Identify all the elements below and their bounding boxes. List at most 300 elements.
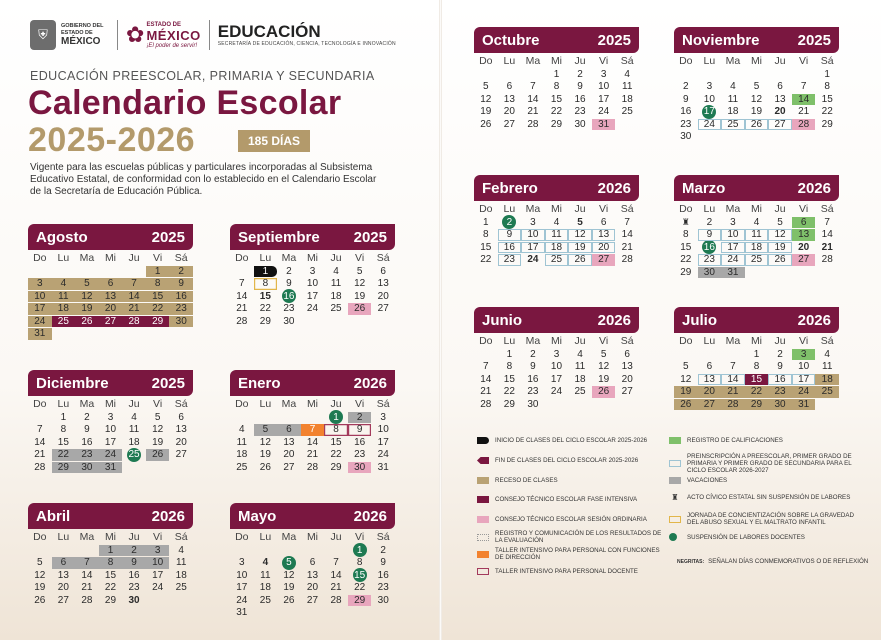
weekday-label: Do xyxy=(479,55,493,67)
day-cell: 7 xyxy=(824,216,830,228)
empty-cell xyxy=(75,545,99,557)
day-cell: 26 xyxy=(259,461,271,473)
day-cell: 23 xyxy=(680,118,692,130)
day-cell: 2 xyxy=(683,81,689,92)
school-year: 2025-2026 xyxy=(28,121,196,159)
day-cell: 24 xyxy=(698,119,722,131)
month-mayo xyxy=(230,503,395,619)
day-cell: 5 xyxy=(154,411,161,423)
empty-cell xyxy=(698,349,722,361)
legend-fin: FIN DE CLASES DEL CICLO ESCOLAR 2025-2026 xyxy=(477,457,667,464)
day-cell: 27 xyxy=(306,594,319,606)
day-cell: 22 xyxy=(354,582,366,593)
month-julio xyxy=(674,307,839,410)
day-cell: 11 xyxy=(176,557,187,568)
weekday-label: Ju xyxy=(774,335,786,347)
day-grid xyxy=(674,349,839,411)
legend-negritas: NEGRITAS: SEÑALAN DÍAS CONMEMORATIVOS O DE REFLEXIÓN xyxy=(677,558,869,565)
empty-cell xyxy=(277,412,301,424)
day-cell: 26 xyxy=(146,449,170,461)
day-cell: 30 xyxy=(377,594,389,606)
empty-cell xyxy=(474,69,498,81)
day-cell: 12 xyxy=(259,436,271,448)
day-cell: 26 xyxy=(348,303,372,315)
day-cell: 14 xyxy=(792,94,816,106)
day-cell: 5 xyxy=(753,81,760,92)
day-grid xyxy=(474,217,639,266)
month-header xyxy=(474,175,639,201)
day-cell: 20 xyxy=(377,290,389,302)
day-cell: 29 xyxy=(821,118,833,130)
day-grid xyxy=(474,69,639,131)
day-cell: 22 xyxy=(52,449,76,461)
day-cell: 7 xyxy=(301,424,325,436)
day-cell: 11 xyxy=(622,81,633,92)
day-cell: 4 xyxy=(178,544,184,556)
weekday-label: Do xyxy=(235,252,249,264)
weekday-label: Sá xyxy=(620,55,634,67)
day-cell: 15 xyxy=(57,436,69,448)
day-cell: 17 xyxy=(306,290,319,302)
weekday-label: Vi xyxy=(599,55,609,67)
weekday-label: Mi xyxy=(550,55,563,67)
days-badge: 185 DÍAS xyxy=(238,130,310,152)
day-cell: 28 xyxy=(81,594,93,606)
day-cell: 4 xyxy=(333,265,339,277)
day-cell: 7 xyxy=(239,278,245,289)
month-header xyxy=(474,27,639,53)
weekday-label: Ma xyxy=(79,398,95,410)
day-cell: 21 xyxy=(81,582,93,593)
day-cell: 8 xyxy=(356,557,363,568)
day-cell: 6 xyxy=(277,424,301,436)
day-cell: 3 xyxy=(28,278,52,290)
day-cell: 25 xyxy=(621,106,633,117)
day-grid xyxy=(674,217,839,279)
day-cell: 25 xyxy=(330,303,342,314)
day-cell: 1 xyxy=(553,68,560,80)
empty-cell xyxy=(301,545,325,557)
day-cell: 18 xyxy=(745,242,769,254)
month-name: Febrero xyxy=(482,179,538,197)
description: Vigente para las escuelas públicas y particulares incorporadas al Subsistema Educativo Estatal, de conformidad con lo establecido en el Calendario Escolar de la Secretaría de Educación Pública. xyxy=(30,162,377,197)
day-cell: 10 xyxy=(28,291,52,303)
day-cell: 3 xyxy=(730,216,736,228)
weekday-label: Lu xyxy=(503,335,516,347)
month-header xyxy=(28,503,193,529)
weekday-label: Sá xyxy=(376,398,390,410)
day-cell: 20 xyxy=(774,106,786,117)
weekday-label: Sá xyxy=(820,335,834,347)
day-cell: 6 xyxy=(380,265,386,277)
day-cell: 22 xyxy=(821,106,833,117)
weekday-label: Do xyxy=(235,531,249,543)
day-cell: 31 xyxy=(377,461,389,473)
day-cell: 26 xyxy=(674,399,698,411)
day-cell: 14 xyxy=(821,229,833,240)
day-cell: 11 xyxy=(574,361,586,372)
day-cell: 21 xyxy=(798,106,810,117)
month-name: Marzo xyxy=(682,179,726,197)
month-year: 2026 xyxy=(597,311,631,329)
empty-cell xyxy=(277,545,301,557)
day-cell: 7 xyxy=(624,216,630,228)
month-diciembre xyxy=(28,370,193,473)
weekday-header xyxy=(674,56,839,68)
day-cell: 27 xyxy=(57,594,69,606)
day-cell: 30 xyxy=(698,267,722,279)
day-cell: 27 xyxy=(792,254,816,266)
day-cell: 15 xyxy=(680,241,692,253)
day-cell: 8 xyxy=(60,424,67,435)
day-cell: 7 xyxy=(122,278,146,290)
day-cell: 28 xyxy=(821,254,833,265)
day-cell: 22 xyxy=(480,254,492,265)
day-cell: 4 xyxy=(239,424,245,435)
day-cell: 19 xyxy=(259,449,271,460)
day-cell: 17 xyxy=(521,242,545,254)
day-cell: 24 xyxy=(377,449,389,460)
day-cell: 14 xyxy=(480,373,492,385)
day-cell: 21 xyxy=(306,449,319,460)
day-cell: 30 xyxy=(680,131,692,142)
legend-registro: REGISTRO Y COMUNICACIÓN DE LOS RESULTADOS DE LA EVALUACIÓN xyxy=(477,530,667,544)
day-cell: 1 xyxy=(753,348,760,360)
day-cell: 8 xyxy=(254,278,278,290)
weekday-label: Ma xyxy=(281,398,297,410)
month-header xyxy=(230,370,395,396)
day-grid xyxy=(474,349,639,411)
header-logos xyxy=(30,18,396,52)
day-cell: 4 xyxy=(262,557,269,568)
day-cell: 26 xyxy=(568,254,592,266)
day-cell: 21 xyxy=(527,106,539,117)
left-page xyxy=(0,0,440,640)
day-cell: 2 xyxy=(706,216,713,228)
day-cell: 5 xyxy=(37,557,43,568)
day-cell: 20 xyxy=(592,242,616,254)
day-cell: 9 xyxy=(683,93,689,105)
day-cell: 2 xyxy=(122,545,146,557)
weekday-label: Mi xyxy=(550,203,563,215)
day-cell: 13 xyxy=(283,436,295,448)
day-cell: 2 xyxy=(84,411,90,423)
day-cell: 3 xyxy=(792,349,816,361)
day-cell: 8 xyxy=(553,81,560,92)
day-cell: 23 xyxy=(574,106,586,117)
acto-civico-icon: ♜ xyxy=(681,216,690,227)
day-cell: 1 xyxy=(146,266,170,278)
day-cell: 24 xyxy=(306,303,319,314)
empty-cell xyxy=(698,69,722,81)
weekday-label: Ma xyxy=(281,252,297,264)
day-cell: 23 xyxy=(527,386,539,397)
day-cell: 17 xyxy=(598,93,610,105)
day-cell: 14 xyxy=(81,569,93,581)
day-cell: 3 xyxy=(309,265,316,277)
weekday-label: Ju xyxy=(128,252,140,264)
empty-cell xyxy=(52,266,76,278)
month-year: 2025 xyxy=(597,31,631,49)
day-cell: 30 xyxy=(527,398,539,410)
day-cell: 29 xyxy=(680,266,692,278)
day-cell: 6 xyxy=(178,411,184,423)
day-cell: 29 xyxy=(330,461,342,473)
day-cell: 6 xyxy=(52,557,76,569)
day-cell: 24 xyxy=(152,582,164,593)
weekday-label: Sá xyxy=(620,203,634,215)
day-cell: 5 xyxy=(277,557,301,569)
day-cell: 13 xyxy=(592,229,616,241)
weekday-label: Mi xyxy=(104,252,117,264)
day-cell: 29 xyxy=(52,462,76,474)
day-cell: 6 xyxy=(506,81,513,92)
weekday-label: Ma xyxy=(281,531,297,543)
empty-cell xyxy=(474,349,498,361)
day-cell: 12 xyxy=(75,291,99,303)
empty-cell xyxy=(324,545,348,557)
weekday-label: Mi xyxy=(306,531,319,543)
day-cell: 5 xyxy=(600,348,607,360)
day-cell: 4 xyxy=(753,216,760,228)
day-cell: 18 xyxy=(574,373,586,385)
legend-cte-ordinaria: CONSEJO TÉCNICO ESCOLAR SESIÓN ORDINARIA xyxy=(477,516,667,523)
day-cell: 16 xyxy=(377,569,389,581)
day-cell: 17 xyxy=(550,373,563,385)
month-year: 2025 xyxy=(797,31,831,49)
weekday-label: Do xyxy=(679,203,693,215)
day-cell: 6 xyxy=(792,217,816,229)
month-year: 2026 xyxy=(353,507,387,525)
day-cell: 15 xyxy=(480,241,492,253)
month-junio xyxy=(474,307,639,410)
day-cell: 8 xyxy=(483,229,489,240)
month-header xyxy=(474,307,639,333)
weekday-label: Ju xyxy=(330,252,342,264)
day-cell: 19 xyxy=(568,242,592,254)
day-cell: 3 xyxy=(530,216,536,228)
day-cell: 24 xyxy=(550,386,563,397)
day-cell: 25 xyxy=(745,254,769,266)
empty-cell xyxy=(768,69,792,81)
day-cell: 17 xyxy=(721,242,745,254)
day-cell: 28 xyxy=(306,461,319,473)
day-cell: 1 xyxy=(99,545,123,557)
weekday-label: Vi xyxy=(355,398,365,410)
weekday-header xyxy=(474,336,639,348)
day-cell: 1 xyxy=(824,68,830,80)
day-cell: 5 xyxy=(483,81,489,92)
day-cell: 20 xyxy=(698,386,722,398)
day-cell: 14 xyxy=(330,569,342,581)
day-cell: 9 xyxy=(698,229,722,241)
day-cell: 23 xyxy=(768,386,792,398)
day-cell: 31 xyxy=(592,119,616,131)
day-cell: 7 xyxy=(530,81,536,92)
weekday-label: Ju xyxy=(574,203,586,215)
month-name: Septiembre xyxy=(238,228,320,246)
day-cell: 9 xyxy=(122,557,146,569)
day-cell: 25 xyxy=(545,254,569,266)
day-cell: 25 xyxy=(52,316,76,328)
weekday-label: Do xyxy=(679,55,693,67)
day-cell: 4 xyxy=(730,81,736,92)
day-cell: 12 xyxy=(480,93,492,105)
day-cell: 19 xyxy=(598,373,610,385)
empty-cell xyxy=(230,545,254,557)
weekday-label: Lu xyxy=(57,398,70,410)
day-cell: 27 xyxy=(698,399,722,411)
day-cell: 27 xyxy=(768,119,792,131)
day-cell: 28 xyxy=(621,254,633,265)
month-name: Junio xyxy=(482,311,522,329)
day-cell: 8 xyxy=(146,278,170,290)
weekday-label: Mi xyxy=(104,398,117,410)
day-cell: 16 xyxy=(81,436,93,448)
day-cell: 22 xyxy=(680,254,692,265)
legend-acto-civico: ♜ ACTO CÍVICO ESTATAL SIN SUSPENSIÓN DE LABORES xyxy=(669,494,859,501)
day-cell: 13 xyxy=(57,569,69,581)
weekday-header xyxy=(674,336,839,348)
day-cell: 27 xyxy=(283,461,295,473)
day-cell: 4 xyxy=(52,278,76,290)
day-cell: 27 xyxy=(621,386,633,397)
day-cell: 21 xyxy=(821,241,833,253)
day-cell: 10 xyxy=(550,361,563,372)
day-cell: 23 xyxy=(498,254,522,266)
empty-cell xyxy=(721,349,745,361)
day-cell: 16 xyxy=(574,93,586,105)
day-cell: 19 xyxy=(152,436,164,448)
day-cell: 30 xyxy=(169,316,193,328)
day-cell: 23 xyxy=(698,254,722,266)
day-cell: 4 xyxy=(131,411,137,423)
weekday-label: Lu xyxy=(259,531,272,543)
day-cell: 13 xyxy=(792,229,816,241)
day-cell: 17 xyxy=(377,436,389,448)
month-name: Julio xyxy=(682,311,718,329)
day-cell: 12 xyxy=(680,373,692,385)
day-cell: 14 xyxy=(236,290,248,302)
day-cell: 2 xyxy=(348,412,372,424)
empty-cell xyxy=(674,69,698,81)
weekday-header xyxy=(230,532,395,544)
day-cell: 18 xyxy=(175,569,187,581)
weekday-header xyxy=(28,253,193,265)
month-febrero xyxy=(474,175,639,266)
day-cell: 19 xyxy=(283,582,295,593)
day-cell: 25 xyxy=(574,386,586,397)
day-cell: 31 xyxy=(28,328,52,340)
day-cell: 16 xyxy=(354,436,366,448)
day-cell: 19 xyxy=(354,290,366,302)
day-cell: 8 xyxy=(506,361,513,372)
day-cell: 12 xyxy=(598,361,610,372)
day-cell: 24 xyxy=(721,254,745,266)
day-cell: 18 xyxy=(330,290,342,302)
weekday-label: Lu xyxy=(503,203,516,215)
day-cell: 12 xyxy=(34,569,46,581)
weekday-label: Vi xyxy=(355,531,365,543)
day-cell: 10 xyxy=(306,278,319,289)
day-cell: 16 xyxy=(277,291,301,303)
month-name: Abril xyxy=(36,507,71,525)
day-cell: 22 xyxy=(503,386,515,397)
day-grid xyxy=(230,545,395,619)
weekday-label: Vi xyxy=(153,252,163,264)
day-cell: 11 xyxy=(128,424,140,435)
day-cell: 30 xyxy=(75,462,99,474)
day-cell: 21 xyxy=(480,386,492,397)
empty-cell xyxy=(254,545,278,557)
day-cell: 31 xyxy=(792,399,816,411)
acto-civico-icon: ♜ xyxy=(671,493,679,502)
weekday-label: Ma xyxy=(79,252,95,264)
day-cell: 12 xyxy=(354,278,366,289)
day-cell: 24 xyxy=(598,106,610,117)
day-cell: 8 xyxy=(324,424,348,436)
legend-suspension: SUSPENSIÓN DE LABORES DOCENTES xyxy=(669,533,859,541)
day-cell: 19 xyxy=(34,582,46,593)
weekday-header xyxy=(230,399,395,411)
legend-calificaciones: REGISTRO DE CALIFICACIONES xyxy=(669,437,859,444)
day-cell: 15 xyxy=(503,373,515,385)
day-cell: 13 xyxy=(621,361,633,372)
day-cell: 19 xyxy=(768,242,792,254)
day-cell: 16 xyxy=(128,569,140,581)
empty-cell xyxy=(122,266,146,278)
day-cell: 5 xyxy=(75,278,99,290)
day-cell: 20 xyxy=(621,373,633,385)
day-cell: 20 xyxy=(798,241,810,253)
day-cell: 29 xyxy=(104,594,117,606)
day-cell: 30 xyxy=(768,399,792,411)
weekday-label: Do xyxy=(479,335,493,347)
edomex-logo: ✿ ESTADO DE MÉXICO ¡El poder de servir! xyxy=(126,21,201,49)
day-cell: 18 xyxy=(545,242,569,254)
weekday-label: Sá xyxy=(174,252,188,264)
day-cell: 2 xyxy=(380,544,386,556)
day-cell: 13 xyxy=(99,291,123,303)
day-cell: 27 xyxy=(503,118,515,130)
day-cell: 17 xyxy=(152,569,164,581)
empty-cell xyxy=(521,69,545,81)
day-cell: 24 xyxy=(527,254,539,265)
month-year: 2026 xyxy=(597,179,631,197)
day-cell: 20 xyxy=(503,106,515,117)
day-cell: 27 xyxy=(377,303,389,314)
weekday-label: Do xyxy=(33,398,47,410)
empty-cell xyxy=(301,412,325,424)
day-cell: 3 xyxy=(107,411,114,423)
month-name: Octubre xyxy=(482,31,540,49)
weekday-label: Do xyxy=(479,203,493,215)
day-cell: 12 xyxy=(283,569,295,581)
day-cell: 29 xyxy=(745,399,769,411)
day-cell: 27 xyxy=(99,316,123,328)
day-cell: 25 xyxy=(122,449,146,461)
day-cell: 6 xyxy=(600,216,607,228)
day-cell: 10 xyxy=(377,424,389,435)
month-name: Enero xyxy=(238,374,281,392)
day-cell: 25 xyxy=(175,582,187,593)
month-year: 2025 xyxy=(151,374,185,392)
day-cell: 30 xyxy=(128,594,140,606)
day-cell: 3 xyxy=(380,411,386,423)
day-cell: 28 xyxy=(34,461,46,473)
month-name: Mayo xyxy=(238,507,277,525)
day-cell: 5 xyxy=(577,216,583,228)
